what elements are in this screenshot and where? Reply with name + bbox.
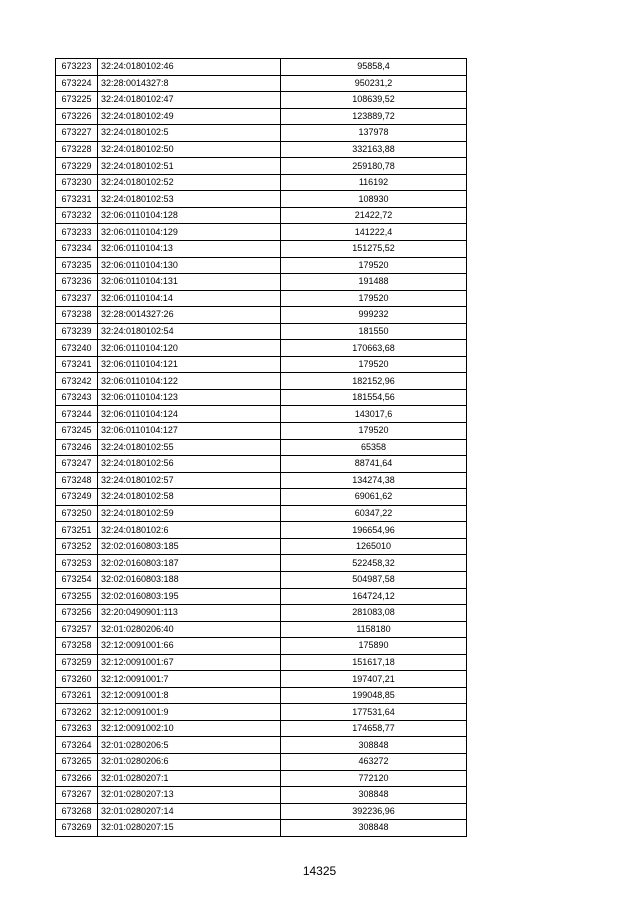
cadastral-number-cell: 32:28:0014327:8: [98, 75, 281, 92]
row-id-cell: 673225: [56, 92, 98, 109]
page-number: 14325: [302, 864, 337, 878]
cadastral-number-cell: 32:24:0180102:52: [98, 174, 281, 191]
row-id-cell: 673237: [56, 290, 98, 307]
value-cell: 332163,88: [281, 141, 467, 158]
row-id-cell: 673240: [56, 340, 98, 357]
cadastral-number-cell: 32:06:0110104:131: [98, 274, 281, 291]
cadastral-number-cell: 32:24:0180102:54: [98, 323, 281, 340]
table-row: [56, 621, 467, 638]
row-id-cell: 673250: [56, 505, 98, 522]
table-row: [56, 125, 467, 142]
cadastral-number-cell: 32:24:0180102:46: [98, 59, 281, 76]
row-id-cell: 673255: [56, 588, 98, 605]
value-cell: 197407,21: [281, 671, 467, 688]
table-row: [56, 638, 467, 655]
cadastral-number-cell: 32:24:0180102:47: [98, 92, 281, 109]
cadastral-number-cell: 32:02:0160803:195: [98, 588, 281, 605]
cadastral-number-cell: 32:06:0110104:121: [98, 356, 281, 373]
value-cell: 191488: [281, 274, 467, 291]
value-cell: 151275,52: [281, 241, 467, 258]
value-cell: 196654,96: [281, 522, 467, 539]
value-cell: 177531,64: [281, 704, 467, 721]
cadastral-number-cell: 32:02:0160803:188: [98, 571, 281, 588]
table-row: [56, 356, 467, 373]
row-id-cell: 673249: [56, 489, 98, 506]
table-row: [56, 290, 467, 307]
row-id-cell: 673263: [56, 720, 98, 737]
row-id-cell: 673236: [56, 274, 98, 291]
table-row: [56, 770, 467, 787]
cadastral-number-cell: 32:12:0091001:7: [98, 671, 281, 688]
value-cell: 950231,2: [281, 75, 467, 92]
row-id-cell: 673268: [56, 803, 98, 820]
row-id-cell: 673246: [56, 439, 98, 456]
cadastral-number-cell: 32:01:0280206:40: [98, 621, 281, 638]
value-cell: 116192: [281, 174, 467, 191]
row-id-cell: 673238: [56, 307, 98, 324]
row-id-cell: 673254: [56, 571, 98, 588]
table-row: [56, 108, 467, 125]
row-id-cell: 673261: [56, 687, 98, 704]
value-cell: 134274,38: [281, 472, 467, 489]
row-id-cell: 673252: [56, 538, 98, 555]
cadastral-number-cell: 32:06:0110104:120: [98, 340, 281, 357]
row-id-cell: 673230: [56, 174, 98, 191]
row-id-cell: 673234: [56, 241, 98, 258]
table-row: [56, 174, 467, 191]
table-row: [56, 207, 467, 224]
row-id-cell: 673253: [56, 555, 98, 572]
cadastral-number-cell: 32:01:0280207:13: [98, 787, 281, 804]
row-id-cell: 673239: [56, 323, 98, 340]
cadastral-number-cell: 32:24:0180102:56: [98, 456, 281, 473]
table-row: [56, 257, 467, 274]
cadastral-number-cell: 32:06:0110104:122: [98, 373, 281, 390]
value-cell: 179520: [281, 290, 467, 307]
table-row: [56, 720, 467, 737]
row-id-cell: 673266: [56, 770, 98, 787]
row-id-cell: 673262: [56, 704, 98, 721]
cadastral-number-cell: 32:24:0180102:50: [98, 141, 281, 158]
row-id-cell: 673227: [56, 125, 98, 142]
table-row: [56, 191, 467, 208]
value-cell: 151617,18: [281, 654, 467, 671]
row-id-cell: 673258: [56, 638, 98, 655]
row-id-cell: 673251: [56, 522, 98, 539]
row-id-cell: 673241: [56, 356, 98, 373]
row-id-cell: 673223: [56, 59, 98, 76]
value-cell: 392236,96: [281, 803, 467, 820]
cadastral-number-cell: 32:01:0280206:5: [98, 737, 281, 754]
value-cell: 175890: [281, 638, 467, 655]
value-cell: 999232: [281, 307, 467, 324]
value-cell: 179520: [281, 356, 467, 373]
table-row: [56, 158, 467, 175]
row-id-cell: 673265: [56, 753, 98, 770]
value-cell: 137978: [281, 125, 467, 142]
cadastral-number-cell: 32:06:0110104:124: [98, 406, 281, 423]
row-id-cell: 673229: [56, 158, 98, 175]
cadastral-number-cell: 32:01:0280207:15: [98, 820, 281, 837]
table-row: [56, 505, 467, 522]
row-id-cell: 673224: [56, 75, 98, 92]
table-row: [56, 141, 467, 158]
table-row: [56, 92, 467, 109]
value-cell: 143017,6: [281, 406, 467, 423]
value-cell: 65358: [281, 439, 467, 456]
value-cell: 308848: [281, 787, 467, 804]
value-cell: 182152,96: [281, 373, 467, 390]
row-id-cell: 673267: [56, 787, 98, 804]
cadastral-number-cell: 32:12:0091001:66: [98, 638, 281, 655]
cadastral-number-cell: 32:01:0280206:6: [98, 753, 281, 770]
row-id-cell: 673248: [56, 472, 98, 489]
table-row: [56, 423, 467, 440]
table-row: [56, 555, 467, 572]
cadastral-number-cell: 32:12:0091001:67: [98, 654, 281, 671]
value-cell: 88741,64: [281, 456, 467, 473]
value-cell: 141222,4: [281, 224, 467, 241]
row-id-cell: 673259: [56, 654, 98, 671]
cadastral-number-cell: 32:24:0180102:6: [98, 522, 281, 539]
cadastral-number-cell: 32:12:0091002:10: [98, 720, 281, 737]
cadastral-number-cell: 32:02:0160803:187: [98, 555, 281, 572]
value-cell: 308848: [281, 737, 467, 754]
cadastral-number-cell: 32:06:0110104:13: [98, 241, 281, 258]
cadastral-number-cell: 32:02:0160803:185: [98, 538, 281, 555]
table-row: [56, 489, 467, 506]
table-row: [56, 737, 467, 754]
table-row: [56, 538, 467, 555]
value-cell: 281083,08: [281, 605, 467, 622]
cadastral-number-cell: 32:06:0110104:128: [98, 207, 281, 224]
cadastral-number-cell: 32:12:0091001:8: [98, 687, 281, 704]
row-id-cell: 673256: [56, 605, 98, 622]
table-row: [56, 307, 467, 324]
value-cell: 95858,4: [281, 59, 467, 76]
table-row: [56, 671, 467, 688]
table-row: [56, 340, 467, 357]
value-cell: 179520: [281, 423, 467, 440]
table-row: [56, 820, 467, 837]
row-id-cell: 673233: [56, 224, 98, 241]
value-cell: 123889,72: [281, 108, 467, 125]
value-cell: 181550: [281, 323, 467, 340]
cadastral-number-cell: 32:06:0110104:127: [98, 423, 281, 440]
cadastral-number-cell: 32:24:0180102:59: [98, 505, 281, 522]
table-row: [56, 472, 467, 489]
cadastral-number-cell: 32:24:0180102:51: [98, 158, 281, 175]
row-id-cell: 673242: [56, 373, 98, 390]
value-cell: 60347,22: [281, 505, 467, 522]
value-cell: 21422,72: [281, 207, 467, 224]
row-id-cell: 673260: [56, 671, 98, 688]
cadastral-number-cell: 32:24:0180102:57: [98, 472, 281, 489]
table-row: [56, 803, 467, 820]
value-cell: 108930: [281, 191, 467, 208]
table-row: [56, 571, 467, 588]
cadastral-number-cell: 32:24:0180102:55: [98, 439, 281, 456]
row-id-cell: 673231: [56, 191, 98, 208]
value-cell: 69061,62: [281, 489, 467, 506]
cadastral-number-cell: 32:06:0110104:123: [98, 389, 281, 406]
table-row: [56, 704, 467, 721]
cadastral-number-cell: 32:12:0091001:9: [98, 704, 281, 721]
table-row: [56, 456, 467, 473]
value-cell: 772120: [281, 770, 467, 787]
table-row: [56, 588, 467, 605]
row-id-cell: 673247: [56, 456, 98, 473]
cadastral-number-cell: 32:24:0180102:53: [98, 191, 281, 208]
row-id-cell: 673245: [56, 423, 98, 440]
cadastral-number-cell: 32:28:0014327:26: [98, 307, 281, 324]
cadastral-number-cell: 32:06:0110104:129: [98, 224, 281, 241]
row-id-cell: 673269: [56, 820, 98, 837]
table-row: [56, 439, 467, 456]
value-cell: 164724,12: [281, 588, 467, 605]
table-row: [56, 323, 467, 340]
row-id-cell: 673235: [56, 257, 98, 274]
cadastral-number-cell: 32:06:0110104:130: [98, 257, 281, 274]
value-cell: 1265010: [281, 538, 467, 555]
value-cell: 463272: [281, 753, 467, 770]
value-cell: 1158180: [281, 621, 467, 638]
row-id-cell: 673226: [56, 108, 98, 125]
value-cell: 522458,32: [281, 555, 467, 572]
table-row: [56, 753, 467, 770]
cadastral-number-cell: 32:06:0110104:14: [98, 290, 281, 307]
cadastral-number-cell: 32:01:0280207:14: [98, 803, 281, 820]
value-cell: 308848: [281, 820, 467, 837]
table-row: [56, 59, 467, 76]
records-table: [55, 58, 467, 837]
cadastral-number-cell: 32:24:0180102:58: [98, 489, 281, 506]
value-cell: 108639,52: [281, 92, 467, 109]
row-id-cell: 673244: [56, 406, 98, 423]
table-row: [56, 687, 467, 704]
cadastral-number-cell: 32:01:0280207:1: [98, 770, 281, 787]
cadastral-number-cell: 32:24:0180102:5: [98, 125, 281, 142]
cadastral-number-cell: 32:20:0490901:113: [98, 605, 281, 622]
table-row: [56, 75, 467, 92]
table-row: [56, 406, 467, 423]
value-cell: 170663,68: [281, 340, 467, 357]
table-row: [56, 373, 467, 390]
table-row: [56, 605, 467, 622]
table-row: [56, 274, 467, 291]
row-id-cell: 673264: [56, 737, 98, 754]
value-cell: 181554,56: [281, 389, 467, 406]
table-row: [56, 389, 467, 406]
value-cell: 504987,58: [281, 571, 467, 588]
row-id-cell: 673228: [56, 141, 98, 158]
table-row: [56, 654, 467, 671]
value-cell: 174658,77: [281, 720, 467, 737]
value-cell: 259180,78: [281, 158, 467, 175]
row-id-cell: 673257: [56, 621, 98, 638]
cadastral-number-cell: 32:24:0180102:49: [98, 108, 281, 125]
table-row: [56, 224, 467, 241]
row-id-cell: 673232: [56, 207, 98, 224]
value-cell: 199048,85: [281, 687, 467, 704]
table-row: [56, 241, 467, 258]
records-table-body: [56, 59, 467, 837]
value-cell: 179520: [281, 257, 467, 274]
table-row: [56, 787, 467, 804]
row-id-cell: 673243: [56, 389, 98, 406]
table-row: [56, 522, 467, 539]
